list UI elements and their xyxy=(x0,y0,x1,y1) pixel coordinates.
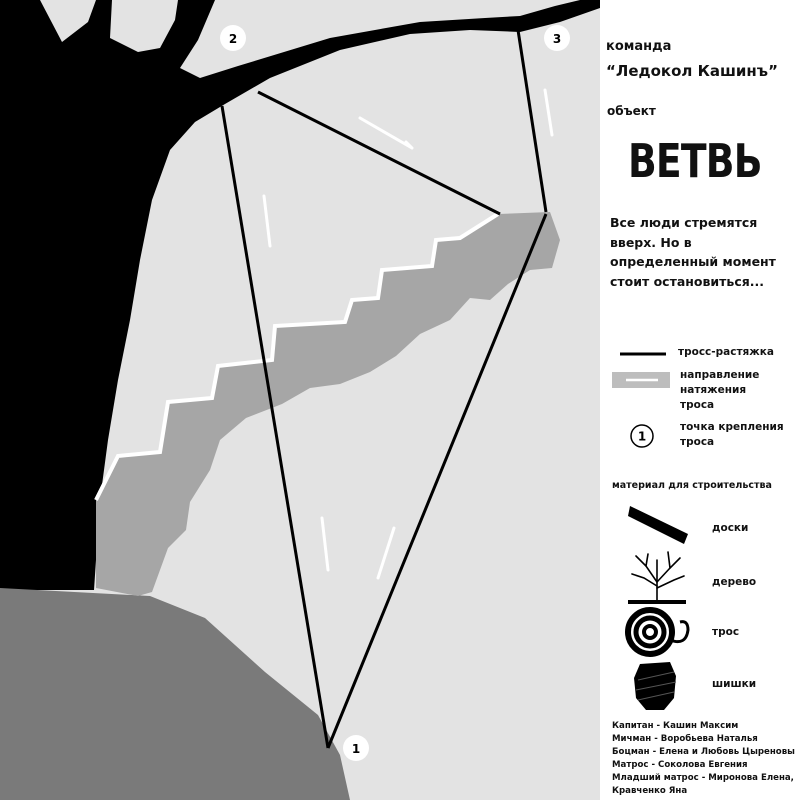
material-planks-label: доски xyxy=(712,522,749,534)
legend-tension-label: направление натяжения троса xyxy=(680,369,760,411)
anchor-point-1 xyxy=(343,735,369,761)
svg-text:2: 2 xyxy=(228,32,238,46)
pinecone-icon xyxy=(630,660,680,712)
slogan-line: определенный момент xyxy=(610,254,776,269)
crew-member: Капитан - Кашин Максим xyxy=(612,721,739,731)
anchor-point-3 xyxy=(544,25,570,51)
crew-member: Матрос - Соколова Евгения xyxy=(612,760,748,770)
slogan-line: стоит остановиться... xyxy=(610,273,764,289)
slogan-line: Все люди стремятся xyxy=(610,215,758,230)
object-label: объект xyxy=(607,104,656,118)
material-tree-label: дерево xyxy=(712,576,757,588)
planks-icon xyxy=(626,500,690,546)
legend-cable-swatch xyxy=(618,348,668,360)
tree-icon xyxy=(624,546,690,606)
crew-list xyxy=(612,720,795,798)
crew-member: Боцман - Елена и Любовь Цыреновы xyxy=(612,747,795,757)
legend-anchor-icon xyxy=(628,422,656,450)
svg-text:1: 1 xyxy=(637,429,647,444)
rope-coil-icon xyxy=(622,606,694,658)
anchor-point-2 xyxy=(220,25,246,51)
team-name: “Ледокол Кашинъ” xyxy=(606,62,778,80)
slogan-line: вверх. Но в xyxy=(610,234,692,250)
svg-text:1: 1 xyxy=(351,742,361,756)
crew-member: Мичман - Воробьева Наталья xyxy=(612,734,758,744)
svg-text:3: 3 xyxy=(552,32,562,46)
object-title: ВЕТВЬ xyxy=(628,134,762,188)
legend-anchor-label: точка крепления троса xyxy=(680,421,784,448)
materials-heading: материал для строительства xyxy=(612,480,772,491)
material-cones-label: шишки xyxy=(712,678,757,690)
team-prefix: команда xyxy=(606,39,672,54)
slogan xyxy=(610,213,795,291)
material-rope-label: трос xyxy=(712,626,740,638)
legend-tension-swatch xyxy=(612,372,670,388)
crew-member: Кравченко Яна xyxy=(612,786,688,796)
legend-cable-label: тросс-растяжка xyxy=(678,346,774,358)
crew-member: Младший матрос - Миронова Елена, xyxy=(612,773,794,783)
